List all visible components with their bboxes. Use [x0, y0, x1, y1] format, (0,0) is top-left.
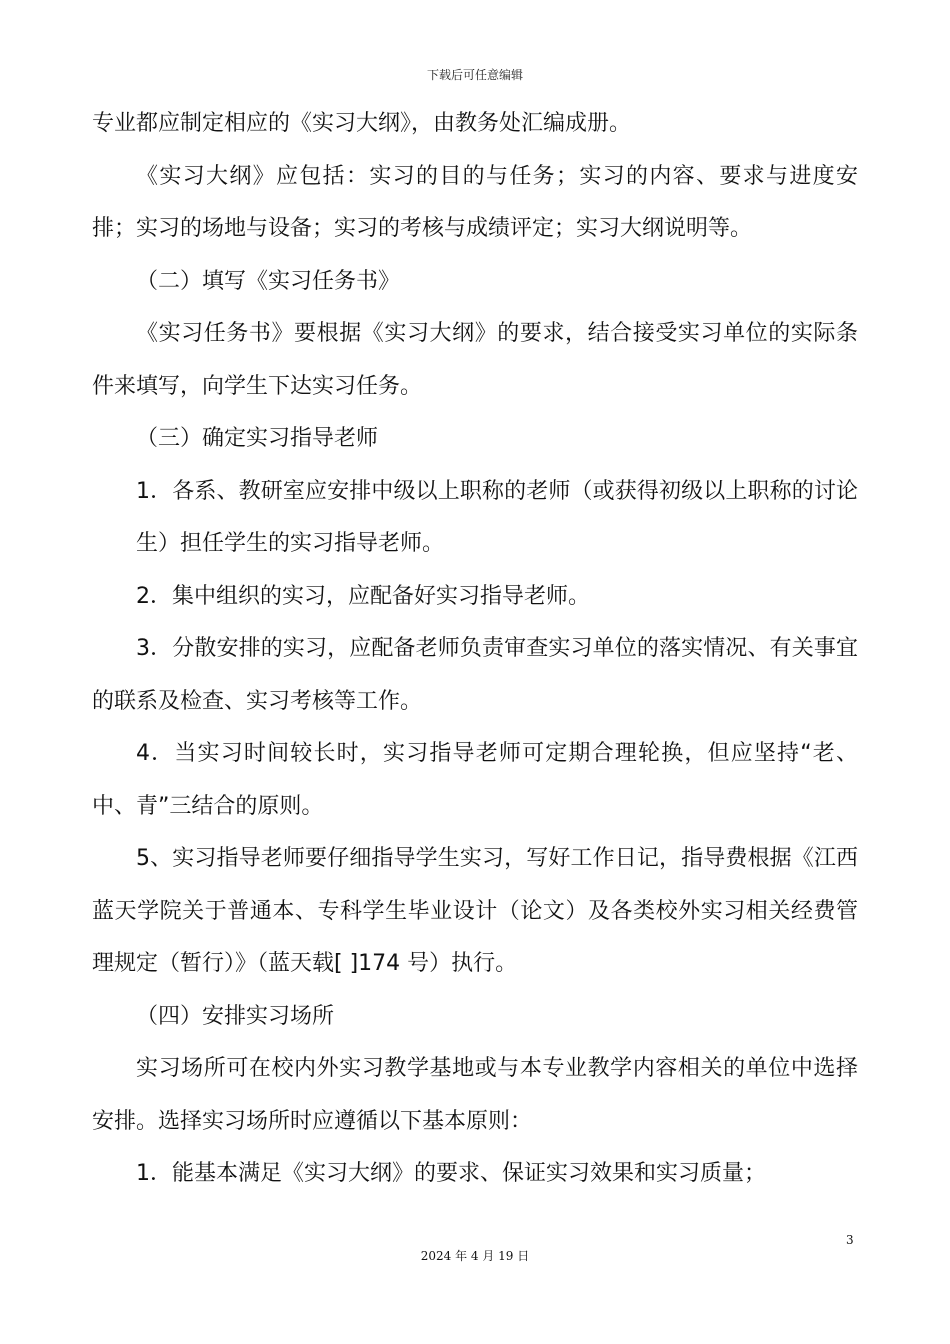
section-heading-instructors: （三）确定实习指导老师: [136, 426, 379, 451]
page-footer-date: 2024 年 4 月 19 日: [420, 1249, 530, 1263]
list-item-1: 1．各系、教研室应安排中级以上职称的老师（或获得初级以上职称的讨论生）担任学生的实习指导老师。: [136, 478, 858, 556]
paragraph-syllabus-compilation: 专业都应制定相应的《实习大纲》，由教务处汇编成册。: [92, 111, 632, 136]
section-heading-venues: （四）安排实习场所: [136, 1003, 335, 1029]
list-item-5: 5、实习指导老师要仔细指导学生实习，写好工作日记，指导费根据《江西蓝天学院关于普通本、专科学生毕业设计（论文）及各类校外实习相关经费管理规定（暂行）》（蓝天载[ ]174 号）执行。: [92, 846, 858, 976]
paragraph-venues: 实习场所可在校内外实习教学基地或与本专业教学内容相关的单位中选择安排。选择实习场所时应遵循以下基本原则：: [92, 1056, 858, 1134]
list-item-3: 3．分散安排的实习，应配备老师负责审查实习单位的落实情况、有关事宜的联系及检查、实习考核等工作。: [92, 636, 858, 714]
page-number: 3: [846, 1233, 854, 1247]
paragraph-syllabus-contents: 《实习大纲》应包括：实习的目的与任务；实习的内容、要求与进度安排；实习的场地与设备；实习的考核与成绩评定；实习大纲说明等。: [92, 163, 858, 241]
page-header: 下载后可任意编辑: [426, 68, 523, 82]
list-item-venue-1: 1．能基本满足《实习大纲》的要求、保证实习效果和实习质量；: [136, 1161, 766, 1186]
paragraph-task-book: 《实习任务书》要根据《实习大纲》的要求，结合接受实习单位的实际条件来填写，向学生下达实习任务。: [92, 321, 858, 399]
document-body: [92, 98, 858, 1201]
section-heading-task-book: （二）填写《实习任务书》: [136, 268, 401, 294]
list-item-2: 2．集中组织的实习，应配备好实习指导老师。: [136, 583, 590, 609]
list-item-4: 4．当实习时间较长时，实习指导老师可定期合理轮换，但应坚持“老、中、青”三结合的原则。: [92, 741, 858, 819]
